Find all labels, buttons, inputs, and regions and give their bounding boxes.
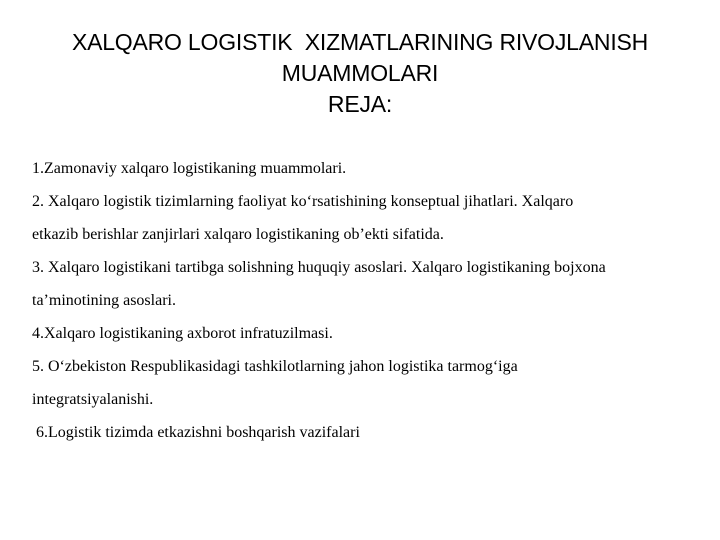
plan-item-3: 3. Xalqaro logistikani tartibga solishning huquqiy asoslari. Xalqaro logistikaning bojxona xyxy=(32,259,606,276)
plan-item-4: 4.Xalqaro logistikaning axborot infratuzilmasi. xyxy=(32,325,333,342)
plan-list xyxy=(32,152,688,449)
plan-item-3-continued: ta’minotining asoslari. xyxy=(32,292,176,309)
title-line-2: MUAMMOLARI xyxy=(281,60,439,86)
plan-item-5-continued: integratsiyalanishi. xyxy=(32,391,154,408)
plan-item-1: 1.Zamonaviy xalqaro logistikaning muammolari. xyxy=(32,160,347,177)
slide-title xyxy=(20,27,700,120)
plan-item-2-continued: etkazib berishlar zanjirlari xalqaro logistikaning ob’ekti sifatida. xyxy=(32,226,444,243)
plan-item-2: 2. Xalqaro logistik tizimlarning faoliyat ko‘rsatishining konseptual jihatlari. Xalqaro xyxy=(32,193,574,210)
title-line-1: XALQARO LOGISTIK XIZMATLARINING RIVOJLANISH xyxy=(71,29,649,55)
title-line-3: REJA: xyxy=(327,91,393,117)
plan-item-5: 5. O‘zbekiston Respublikasidagi tashkilotlarning jahon logistika tarmog‘iga xyxy=(32,358,518,375)
plan-item-6: 6.Logistik tizimda etkazishni boshqarish vazifalari xyxy=(32,424,360,441)
